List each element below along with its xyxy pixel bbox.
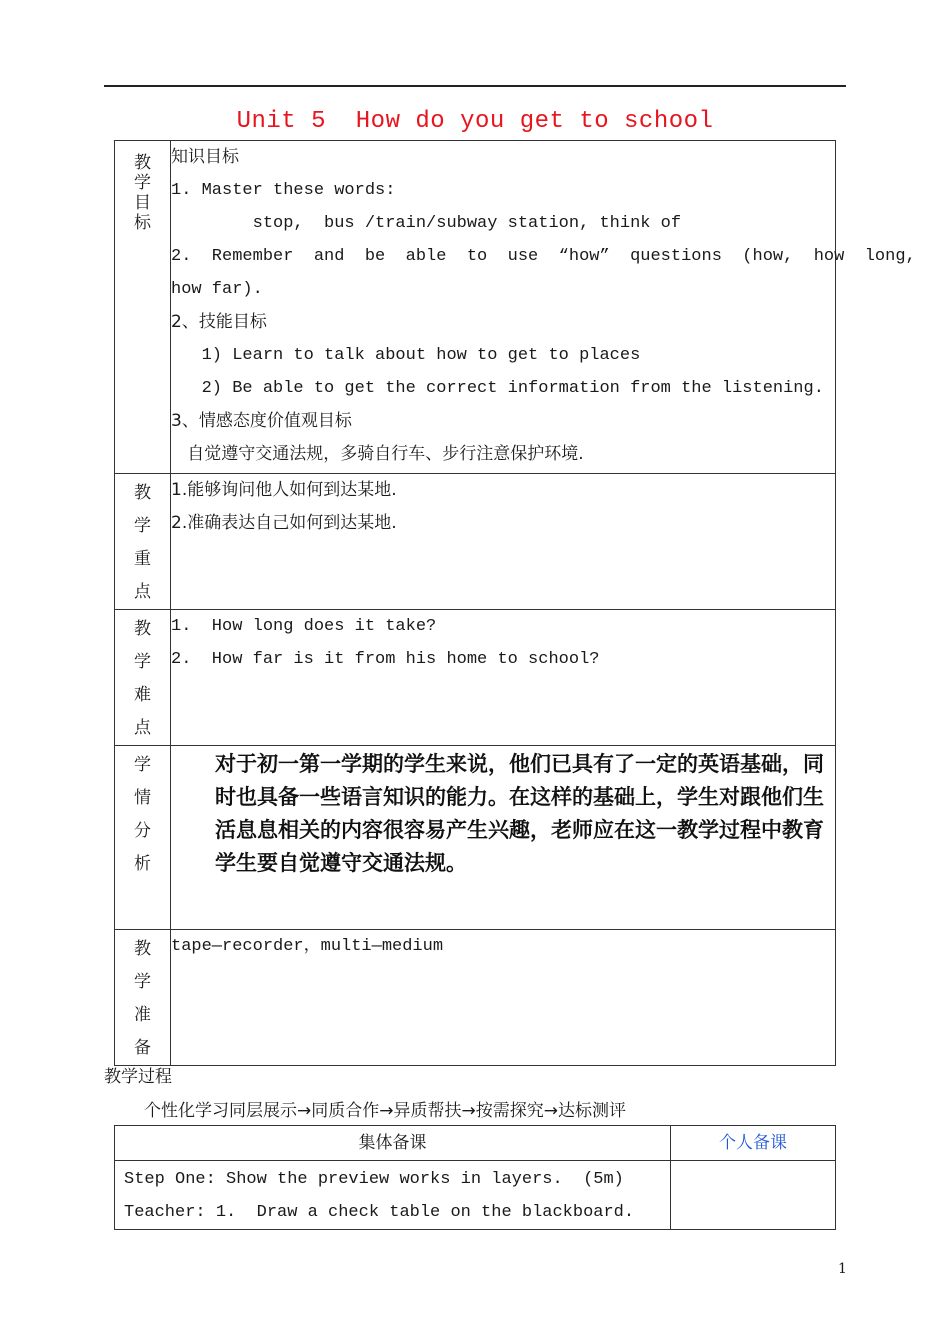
objectives-content xyxy=(171,141,916,474)
list-item: 2、技能目标 xyxy=(171,312,267,332)
table-row xyxy=(115,930,836,1066)
table-row xyxy=(115,1161,836,1230)
table-row xyxy=(115,746,836,930)
list-item: 2.准确表达自己如何到达某地. xyxy=(171,513,397,533)
page-number: 1 xyxy=(838,1261,847,1277)
list-item: 知识目标 xyxy=(171,147,239,167)
list-item: 自觉遵守交通法规，多骑自行车、步行注意保护环境. xyxy=(171,444,584,464)
table-row xyxy=(115,1126,836,1161)
planning-table xyxy=(114,1125,836,1230)
row-label-key-points: 教 学 重 点 xyxy=(115,474,171,610)
process-heading: 教学过程 xyxy=(104,1067,172,1087)
personal-planning-header: 个人备课 xyxy=(671,1126,836,1161)
row-label-analysis: 学 情 分 析 xyxy=(115,746,171,930)
row-label-difficulties: 教 学 难 点 xyxy=(115,610,171,746)
difficulties-content xyxy=(171,610,836,746)
list-item: 2. Remember and be able to use “how” questions (how, how long, xyxy=(171,247,916,266)
table-row xyxy=(115,141,836,474)
list-item: tape—recorder，multi—medium xyxy=(171,937,444,956)
list-item: 2. How far is it from his home to school? xyxy=(171,650,600,669)
header-rule xyxy=(104,85,846,87)
collective-planning-header: 集体备课 xyxy=(115,1126,671,1161)
preparation-content xyxy=(171,930,836,1066)
row-label-preparation: 教 学 准 备 xyxy=(115,930,171,1066)
list-item: 3、情感态度价值观目标 xyxy=(171,411,352,431)
list-item: 1. Master these words: xyxy=(171,181,396,200)
table-row xyxy=(115,610,836,746)
process-flow: 个性化学习同层展示→同质合作→异质帮扶→按需探究→达标测评 xyxy=(144,1101,626,1121)
table-row xyxy=(115,474,836,610)
list-item: Teacher: 1. Draw a check table on the blackboard. xyxy=(124,1203,635,1222)
analysis-paragraph: 对于初一第一学期的学生来说，他们已具有了一定的英语基础，同时也具备一些语言知识的能力。在这样的基础上，学生对跟他们生活息息相关的内容很容易产生兴趣，老师应在这一教学过程中教育学生要自觉遵守交通法规。 xyxy=(215,752,824,875)
list-item: 1.能够询问他人如何到达某地. xyxy=(171,480,397,500)
row-label-objectives: 教 学 目 标 xyxy=(115,141,171,474)
step-content xyxy=(115,1161,671,1230)
personal-notes-cell xyxy=(671,1161,836,1230)
list-item: 1. How long does it take? xyxy=(171,617,437,636)
list-item: Step One: Show the preview works in layers. (5m) xyxy=(124,1170,624,1189)
list-item: stop, bus /train/subway station, think of xyxy=(171,214,682,233)
lesson-plan-table xyxy=(114,140,916,1066)
list-item: 2) Be able to get the correct information from the listening. xyxy=(171,379,824,398)
analysis-content xyxy=(171,746,836,930)
list-item: how far). xyxy=(171,280,263,299)
key-points-content xyxy=(171,474,836,610)
page-title: Unit 5 How do you get to school xyxy=(236,108,714,135)
list-item: 1) Learn to talk about how to get to places xyxy=(171,346,641,365)
